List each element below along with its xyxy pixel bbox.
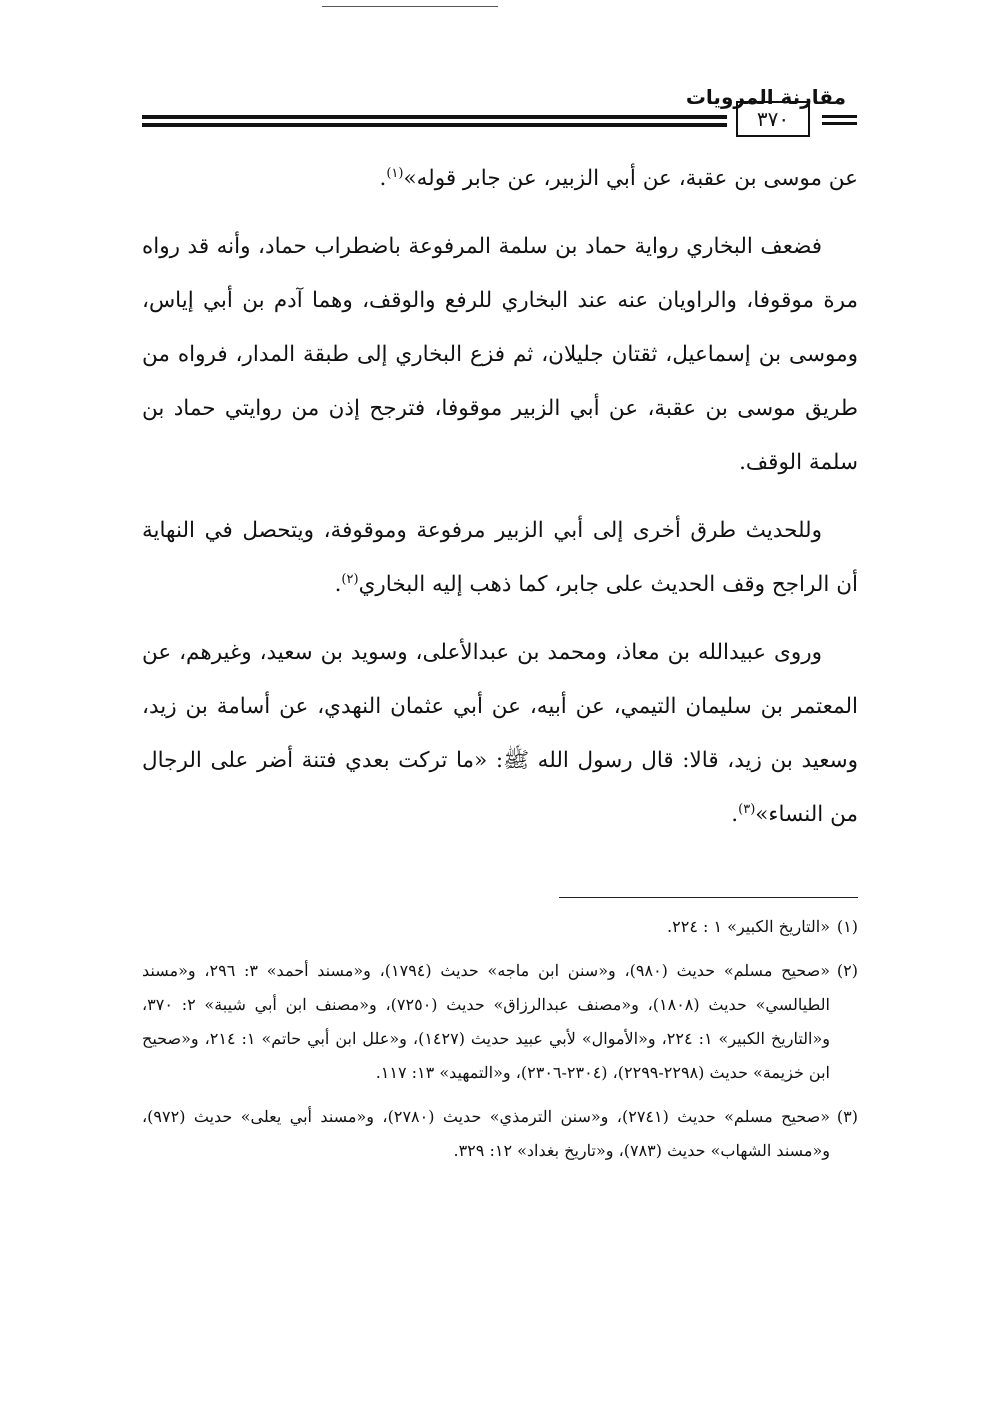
footnote-ref-2[interactable]: (٢) (341, 572, 359, 587)
footnote-text: «صحيح مسلم» حديث (٩٨٠)، و«سنن ابن ماجه» حديث (١٧٩٤)، و«مسند أحمد» ٣: ٢٩٦، و«مسند الطيالسي» حديث (١٨٠٨)، و«مصنف عبدالرزاق» حديث (٧٢٥٠)، و«مصنف ابن أبي شيبة» ٢: ٣٧٠، و«التاريخ الكبير» ١: ٢٢٤، و«الأموال» لأبي عبيد حديث (١٤٢٧)، و«علل ابن أبي حاتم» ١: ٢١٤، و«صحيح ابن خزيمة» حديث (٢٢٩٨-٢٢٩٩)، (٢٣٠٤-٢٣٠٦)، و«التمهيد» ١٣: ١١٧. (142, 961, 831, 1082)
paragraph-1: عن موسى بن عقبة، عن أبي الزبير، عن جابر قوله»$^{(١)}$. (379, 166, 858, 191)
header-rule-lower (142, 123, 727, 127)
top-edge-rule (322, 6, 498, 7)
paragraph-2: فضعف البخاري رواية حماد بن سلمة المرفوعة باضطراب حماد، وأنه قد رواه مرة موقوفا، والراويان عنه عند البخاري للرفع والوقف، وهما آدم بن أبي إياس، وموسى بن إسماعيل، ثقتان جليلان، ثم فزع البخاري إلى طبقة المدار، فرواه من طريق موسى بن عقبة، عن أبي الزبير موقوفا، فترجح إذن من روايتي حماد بن سلمة الوقف. (142, 234, 858, 475)
footnote-3 (142, 1100, 858, 1168)
footnote-1 (142, 910, 858, 944)
footnote-separator (559, 897, 858, 898)
footnote-ref-1[interactable]: (١) (386, 166, 404, 181)
footnote-text: «التاريخ الكبير» ١ : ٢٢٤. (667, 917, 830, 936)
page-number: ٣٧٠ (736, 101, 810, 137)
footnote-2 (142, 954, 858, 1090)
footnote-number: (١) (836, 917, 858, 936)
footnote-number: (٣) (836, 1107, 859, 1126)
paragraph-3: وللحديث طرق أخرى إلى أبي الزبير مرفوعة وموقوفة، ويتحصل في النهاية أن الراجح وقف الحديث على جابر، كما ذهب إليه البخاري$^{(٢)}$. (142, 518, 858, 597)
running-title: مقارنة المرويات (685, 85, 846, 109)
header-rule-upper (142, 115, 727, 119)
paragraph-4: وروى عبيدالله بن معاذ، ومحمد بن عبدالأعلى، وسويد بن سعيد، وغيرهم، عن المعتمر بن سليمان التيمي، عن أبيه، عن أبي عثمان النهدي، عن أسامة بن زيد، وسعيد بن زيد، قالا: قال رسول الله ﷺ: «ما تركت بعدي فتنة أضر على الرجال من النساء»$^{(٣)}$. (142, 640, 858, 827)
header-rule-short-upper (822, 115, 857, 118)
header-rule-short-lower (822, 122, 857, 125)
footnote-number: (٢) (836, 961, 859, 980)
footnote-ref-3[interactable]: (٣) (738, 802, 756, 817)
footnote-text: «صحيح مسلم» حديث (٢٧٤١)، و«سنن الترمذي» حديث (٢٧٨٠)، و«مسند أبي يعلى» حديث (٩٧٢)، و«مسند الشهاب» حديث (٧٨٣)، و«تاريخ بغداد» ١٢: ٣٢٩. (142, 1107, 831, 1160)
main-text (142, 152, 858, 856)
footnotes (142, 910, 858, 1178)
